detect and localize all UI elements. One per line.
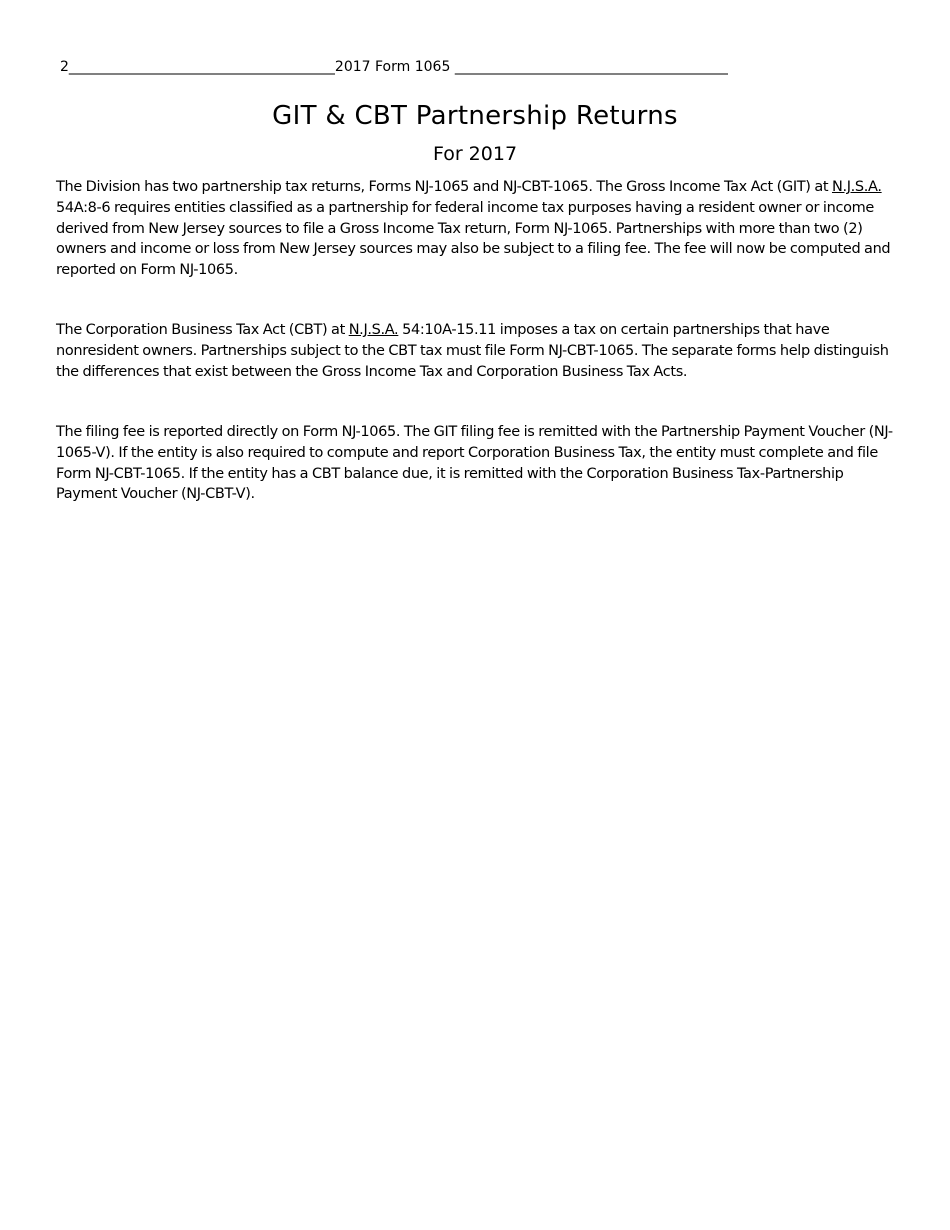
page-subtitle: For 2017 [432, 143, 518, 165]
statute-citation: N.J.S.A. [348, 322, 399, 338]
paragraph-filing-fee: The filing fee is reported directly on Form NJ-1065. The GIT filing fee is remitted with the Partnership Payment Voucher (NJ-1065-V). If the entity is also required to compute and report Corporation Business Tax, the entity must complete and file Form NJ-CBT-1065. If the entity has a CBT balance due, it is remitted with the Corporation Business Tax-Partnership Payment Voucher (NJ-CBT-V). [56, 424, 893, 503]
paragraph-git-overview [56, 177, 898, 281]
header-rule-left: ______________________________________ [68, 59, 335, 75]
paragraph-cbt-overview [56, 320, 898, 382]
header-rule-right: _______________________________________ [454, 59, 728, 75]
statute-citation: N.J.S.A. [831, 179, 882, 195]
paragraph-text: The Division has two partnership tax returns, Forms NJ-1065 and NJ-CBT-1065. The Gross Income Tax Act (GIT) at [56, 179, 832, 195]
paragraph-text: The Corporation Business Tax Act (CBT) at [56, 322, 349, 338]
paragraph-text: 54:10A-15.11 imposes a tax on certain partnerships that have nonresident owners. Partnerships subject to the CBT tax must file Form NJ-CBT-1065. The separate forms help distinguish the differences that exist between the Gross Income Tax and Corporation Business Tax Acts. [56, 322, 889, 380]
page-number: 2 [60, 59, 69, 75]
header-form-label: 2017 Form 1065 [334, 59, 451, 75]
page-title: GIT & CBT Partnership Returns [272, 101, 678, 131]
running-header [60, 57, 850, 77]
paragraph-text: 54A:8-6 requires entities classified as a partnership for federal income tax purposes having a resident owner or income derived from New Jersey sources to file a Gross Income Tax return, Form NJ-1065. Partnerships with more than two (2) owners and income or loss from New Jersey sources may also be subject to a filing fee. The fee will now be computed and reported on Form NJ-1065. [56, 199, 891, 279]
